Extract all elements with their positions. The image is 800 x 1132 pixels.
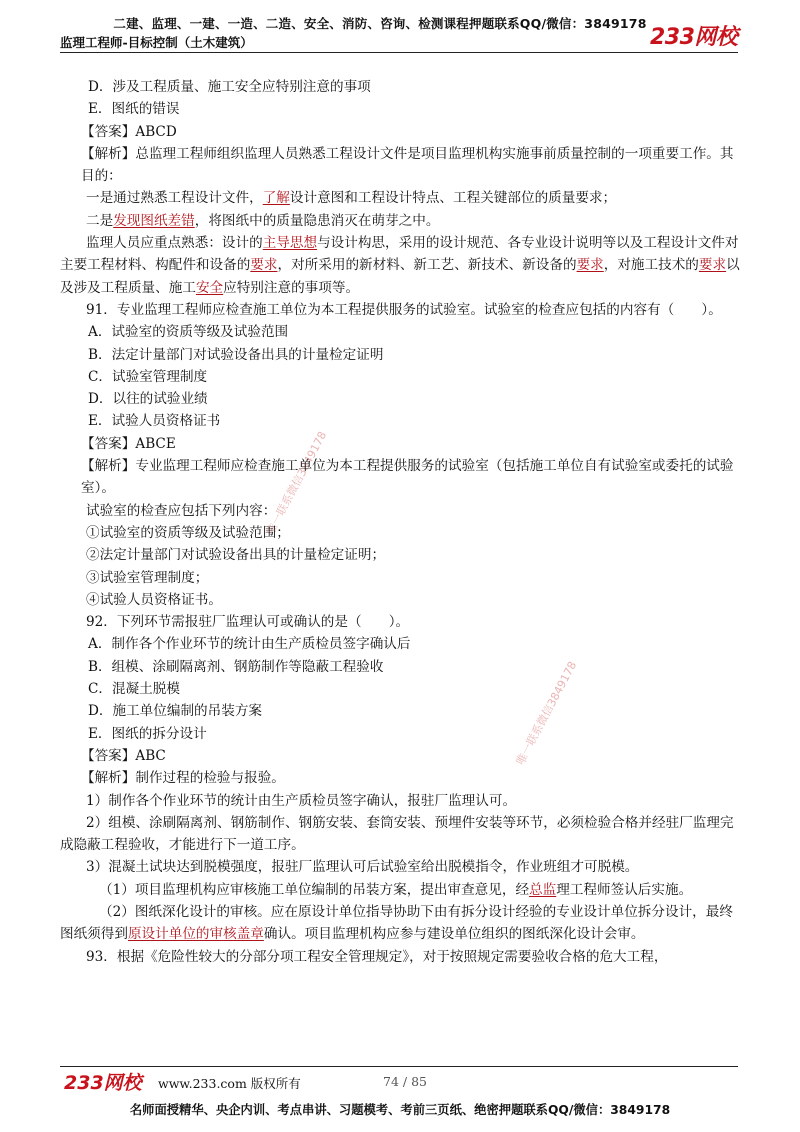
highlight-term: 主导思想 [262, 235, 318, 252]
q93-stem: 93．根据《危险性较大的分部分项工程安全管理规定》，对于按照规定需要验收合格的危大工程， [86, 948, 668, 965]
q92-analysis: 【解析】制作过程的检验与报验。 [81, 770, 285, 787]
header-subtitle: 监理工程师-目标控制（土木建筑） [60, 35, 253, 50]
q91-analysis: 【解析】专业监理工程师应检查施工单位为本工程提供服务的试验室（包括施工单位自有试验室或委托的试验室）。 [81, 458, 734, 497]
watermark-1: 唯一联系微信3849178 [263, 429, 330, 538]
q91-item-3: ③试验室管理制度； [86, 569, 209, 586]
q92-point-5: （2）图纸深化设计的审核。应在原设计单位指导协助下由有拆分设计经验的专业设计单位拆分设计，最终图纸须得到原设计单位的审核盖章确认。项目监理机构应参与建设单位组织的图纸深化设计会审。 [60, 903, 733, 943]
q92-stem: 92．下列环节需报驻厂监理认可或确认的是（ ）。 [86, 614, 410, 631]
q92-option-c: C．混凝土脱模 [88, 681, 180, 698]
footer-promo: 名师面授精华、央企内训、考点串讲、习题模考、考前三页纸、绝密押题联系QQ/微信：3849178 [129, 1103, 671, 1117]
q92-option-e: E．图纸的拆分设计 [88, 725, 207, 742]
q91-item-2: ②法定计量部门对试验设备出具的计量检定证明； [86, 547, 386, 564]
q90-option-d: D．涉及工程质量、施工安全应特别注意的事项 [88, 79, 371, 95]
highlight-term: 要求 [576, 257, 604, 274]
highlight-term: 了解 [262, 190, 290, 207]
footer-divider [60, 1066, 738, 1067]
q91-stem: 91．专业监理工程师应检查施工单位为本工程提供服务的试验室。试验室的检查应包括的内容有（ ）。 [86, 301, 722, 318]
footer-site: www.233.com 版权所有 [158, 1076, 301, 1091]
highlight-term: 要求 [698, 257, 727, 274]
highlight-term: 总监 [529, 881, 557, 898]
document-body [60, 76, 740, 968]
q92-point-1: 1）制作各个作业环节的统计由生产质检员签字确认，报驻厂监理认可。 [86, 792, 517, 809]
q91-answer: 【答案】ABCE [81, 435, 176, 452]
q92-point-3: 3）混凝土试块达到脱模强度，报驻厂监理认可后试验室给出脱模指令，作业班组才可脱模。 [86, 859, 639, 876]
q91-option-d: D．以往的试验业绩 [88, 391, 208, 408]
q92-point-2: 2）组模、涂刷隔离剂、钢筋制作、钢筋安装、套筒安装、预埋件安装等环节，必须检验合格并经驻厂监理完成隐蔽工程验收，才能进行下一道工序。 [60, 814, 734, 854]
footer-logo: 233网校 [64, 1072, 142, 1094]
header-divider [60, 52, 738, 53]
q90-focus: 监理人员应重点熟悉：设计的主导思想与设计构思，采用的设计规范、各专业设计说明等以及工程设计文件对主要工程材料、构配件和设备的要求，对所采用的新材料、新工艺、新技术、新设备的要求，对施工技术的要求以及涉及工程质量、施工安全应特别注意的事项等。 [60, 235, 740, 296]
q92-option-d: D．施工单位编制的吊装方案 [88, 703, 263, 720]
q91-item-1: ①试验室的资质等级及试验范围； [86, 524, 290, 541]
highlight-term: 要求 [250, 257, 278, 274]
q90-analysis: 【解析】总监理工程师组织监理人员熟悉工程设计文件是项目监理机构实施事前质量控制的一项重要工作。其目的： [81, 145, 734, 185]
q90-purpose-2: 二是发现图纸差错，将图纸中的质量隐患消灭在萌芽之中。 [86, 212, 440, 229]
highlight-term: 发现图纸差错 [113, 212, 195, 229]
header-logo: 233网校 [650, 25, 738, 50]
q91-option-b: B．法定计量部门对试验设备出具的计量检定证明 [88, 346, 384, 363]
q91-option-a: A．试验室的资质等级及试验范围 [88, 324, 289, 341]
q91-item-4: ④试验人员资格证书。 [86, 591, 222, 608]
highlight-term: 原设计单位的审核盖章 [127, 926, 264, 943]
q91-intro: 试验室的检查应包括下列内容： [86, 502, 277, 519]
page-number: 74 / 85 [383, 1074, 427, 1089]
header-promo: 二建、监理、一建、一造、二造、安全、消防、咨询、检测课程押题联系QQ/微信：3849178 [113, 16, 647, 31]
q92-option-a: A．制作各个作业环节的统计由生产质检员签字确认后 [88, 636, 411, 653]
q91-option-c: C．试验室管理制度 [88, 368, 208, 385]
highlight-term: 安全 [195, 279, 224, 296]
q90-answer: 【答案】ABCD [81, 123, 177, 140]
q92-answer: 【答案】ABC [81, 747, 166, 764]
q91-option-e: E．试验人员资格证书 [88, 413, 221, 430]
watermark-2: 唯一联系微信3849178 [513, 659, 580, 768]
q92-option-b: B．组模、涂刷隔离剂、钢筋制作等隐蔽工程验收 [88, 658, 384, 675]
q92-point-4: （1）项目监理机构应审核施工单位编制的吊装方案，提出审查意见，经总监理工程师签认后实施。 [99, 881, 693, 898]
q90-option-e: E．图纸的错误 [88, 101, 180, 118]
q90-purpose-1: 一是通过熟悉工程设计文件，了解设计意图和工程设计特点、工程关键部位的质量要求； [86, 190, 617, 207]
